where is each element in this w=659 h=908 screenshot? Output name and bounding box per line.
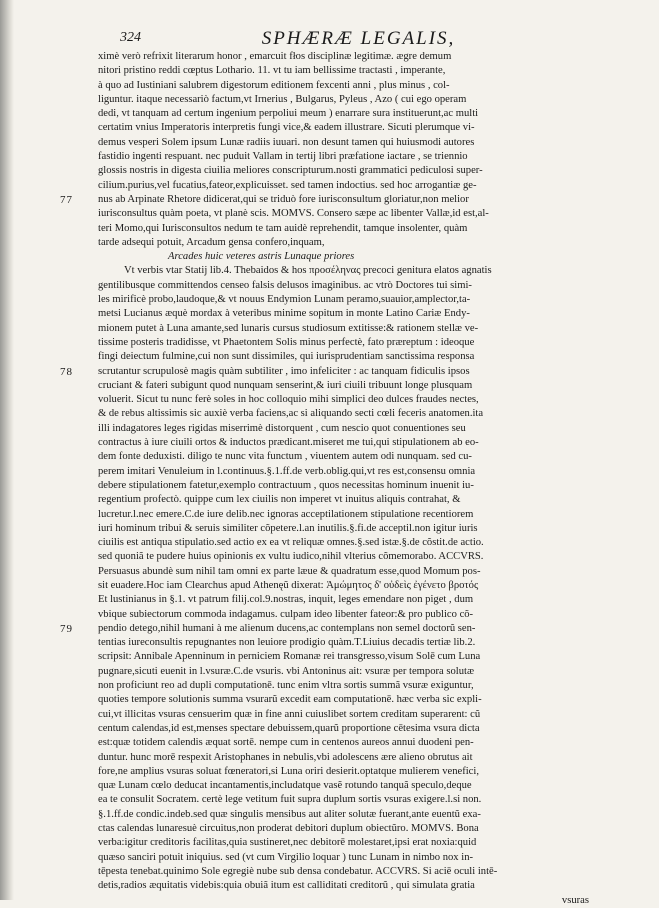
line-text: & de rebus altissimis sic auxiè verba faciens,ac si aliquando secti cœli feceris anatomen.ita — [98, 408, 484, 420]
text-line — [98, 179, 619, 193]
text-line — [98, 79, 619, 93]
folio-number: 324 — [120, 30, 141, 45]
line-text: gentilibusque committendos censeo falsis delusos imaginibus. ac vtrò Doctores tui simi- — [98, 279, 472, 291]
text-line — [98, 236, 619, 250]
text-line — [98, 350, 619, 364]
line-text: tissime posteris tradidisse, vt Phaetontem Solis minus perfectè, fato præreptum : ideoque — [98, 336, 475, 348]
text-line — [98, 851, 619, 865]
text-line — [98, 407, 619, 421]
line-text: duntur. hunc morē respexit Aristophanes in nebulis,vbi adolescens ære alieno obrutus ait — [98, 751, 473, 763]
text-body — [60, 50, 619, 908]
line-text: Et lustinianus in §.1. vt patrum filij.col.9.nostras, inquit, leges emendare non piget , dum — [98, 594, 474, 606]
line-text: regentium profectò. quippe cum lex ciuilis non imperet vt inuitus aliquis contrahat, & — [98, 494, 461, 506]
line-text: sit euadere.Hoc iam Clearchus apud Athenęũ dixerat: Ἀμώμητος δ' οὐδεὶς ἐγένετο βροτός — [98, 579, 479, 591]
text-line — [98, 450, 619, 464]
line-text: sed quoniã te pudere huius opinionis ex vultu iudico,nihil vlterius cõmemorabo. ACCVRS. — [98, 551, 484, 563]
text-line — [98, 865, 619, 879]
line-text: lucretur.l.nec emere.C.de iure delib.nec ignoras acceptilationem stipulatione recentiorem — [98, 508, 474, 520]
text-line — [98, 207, 619, 221]
text-line — [98, 722, 619, 736]
text-line — [98, 379, 619, 393]
text-line — [98, 636, 619, 650]
line-text: non proficiunt reo ad dupli computationē. tunc enim vltra sortis summã vsuræ exiguntur, — [98, 680, 474, 692]
text-line — [98, 264, 619, 278]
line-text: fingi deiectum fulmine,cui non sunt dissimiles, qui iurisprudentiam sanctissima responsa — [98, 351, 475, 363]
text-line — [60, 622, 619, 636]
line-text: metsi Lucianus æquè mordax à veteribus minime sopitum in monte Latino Cariæ Endy- — [98, 308, 470, 320]
margin-number: 78 — [60, 365, 73, 378]
line-text: verba:igitur creditoris facilitas,quia sustineret,nec debitorē molestaret,ipsi erat noxia:quid — [98, 837, 477, 849]
line-text: contractus à iure ciuili ortos & inductos prædicant.miseret me tui,qui stipulationem ab eo- — [98, 437, 479, 449]
text-line — [98, 136, 619, 150]
text-line — [98, 765, 619, 779]
line-text: centum calendas,id est,menses spectare debuissem,quarũ proportione cētesima vsura dicta — [98, 722, 480, 734]
line-text: Arcades huic veteres astris Lunaque priores — [168, 251, 355, 263]
line-text: iurisconsultus quàm poeta, vt planè scis. MOMVS. Consero sæpe ac libenter Vallæ,id est,al- — [98, 208, 489, 220]
text-line — [98, 822, 619, 836]
line-text: cui,vt illicitas vsuras censuerim quæ in fine anni cuiuslibet sortem creditam superarent: cũ — [98, 708, 481, 720]
line-text: certatim vnius Imperatoris interpretis fungi vice,& eadem illustrare. Sicuti plerumque vi- — [98, 122, 475, 134]
text-line — [98, 322, 619, 336]
text-line — [98, 522, 619, 536]
line-text: dem fonte deduxisti. diligo te nunc vita functum , viuentem autem odi nunquam. sed cu- — [98, 451, 472, 463]
text-line — [98, 164, 619, 178]
text-line — [98, 307, 619, 321]
text-line — [98, 336, 619, 350]
text-line — [98, 779, 619, 793]
line-text: cruciant & fateri subigunt quod nunquam senserint,& iuri ciuili tribuunt longe plusquam — [98, 379, 473, 391]
text-line — [98, 793, 619, 807]
text-line — [98, 879, 619, 893]
line-text: à quo ad Iustiniani salubrem digestorum editionem fexcenti anni , plus minus , col- — [98, 79, 450, 91]
line-text: demus vesperi Solem ipsum Lunæ radiis iuuari. non desunt tamen qui huiusmodi autores — [98, 136, 475, 148]
text-line — [98, 565, 619, 579]
text-line — [98, 222, 619, 236]
text-line — [98, 894, 619, 908]
line-text: quoties tempore solutionis summa vsurarũ excedit eam computationē. hæc verba sic expli- — [98, 694, 482, 706]
line-text: iuri hominum tribui & seruis similiter cõpetere.l.an inutilis.§.fi.de acceptil.non igitur iuris — [98, 522, 478, 534]
text-line — [60, 365, 619, 379]
text-line — [98, 550, 619, 564]
scan-edge — [0, 0, 14, 900]
text-line — [98, 465, 619, 479]
line-text: illi indagatores leges rigidas miserrimè distorquent , cum nescio quot conuentiones seu — [98, 422, 466, 434]
line-text: mionem putet à Luna amante,sed lunaris cursus studiosum extitisse:& rationem stellæ ve- — [98, 322, 479, 334]
line-text: les mirificè probo,laudoque,& vt nouus Endymion Lunam peramo,suauior,amplector,ta- — [98, 294, 471, 306]
page-header — [98, 28, 619, 50]
line-text: Persuasus abundè sum nihil tam omni ex parte læue & quadratum esse,quod Momum pos- — [98, 565, 481, 577]
line-text: tēpesta tenebat.quinimo Sole egregiè nube sub densa condebatur. ACCVRS. Si aciē oculi intē- — [98, 865, 498, 877]
margin-number: 79 — [60, 622, 73, 635]
text-line — [98, 665, 619, 679]
text-line — [98, 808, 619, 822]
text-line — [98, 579, 619, 593]
text-line — [98, 279, 619, 293]
line-text: teri Momo,qui Iurisconsultos nedum te tam auidè reprehendit, tamque insolenter, quàm — [98, 222, 468, 234]
text-line — [98, 107, 619, 121]
line-text: pendio detego,nihil humani à me alienum ducens,ac contemplans non semel doctorũ sen- — [98, 622, 476, 634]
running-title: SPHÆRÆ LEGALIS, — [261, 28, 456, 49]
text-line — [98, 536, 619, 550]
text-line — [98, 250, 619, 264]
text-line — [60, 193, 619, 207]
text-line — [98, 593, 619, 607]
text-line — [98, 708, 619, 722]
line-text: cilium.purius,vel fucatius,fateor,explicuisset. sed tamen indoctius. sed hoc arrogantiæ ge- — [98, 179, 477, 191]
text-line — [98, 50, 619, 64]
text-line — [98, 121, 619, 135]
text-line — [98, 650, 619, 664]
line-text: liguntur. itaque necessariò factum,vt Irnerius , Bulgarus, Pyleus , Azo ( cui ego operam — [98, 93, 467, 105]
text-line — [98, 64, 619, 78]
line-text: voluerit. Sicut tu nunc ferè soles in hoc colloquio mihi simplici deo dulces fraudes nectes, — [98, 394, 479, 406]
line-text: §.1.ff.de condic.indeb.sed quæ singulis mensibus aut aliter solutæ fuerant,ante euentũ exa- — [98, 808, 481, 820]
text-line — [98, 693, 619, 707]
text-line — [98, 679, 619, 693]
line-text: fastidio ingenti respuant. nec puduit Vallam in tertij libri præfatione iactare , se triennio — [98, 151, 468, 163]
text-line — [98, 493, 619, 507]
line-text: est:quæ totidem calendis æquat sortē. nempe cum in centenos aureos annui duodeni pen- — [98, 737, 474, 749]
line-text: vbique subiectorum commoda indagamus. culpam ideo libenter fateor:& pro publico cõ- — [98, 608, 474, 620]
text-line — [98, 150, 619, 164]
line-text: ciuilis est antiqua stipulatio.sed actio ex ea vt reliquæ omnes.§.sed istæ.§.de cõstit.de actio. — [98, 537, 484, 549]
text-line — [98, 479, 619, 493]
line-text: dedi, vt tanquam ad certum ingenium perpoliui meum ) enarrare sura instituerunt,ac multi — [98, 108, 479, 120]
line-text: glossis nostris in digesta ciuilia meliores conscripturum.nosti grammatici pediculosi super- — [98, 165, 483, 177]
line-text: ctas calendas lunaresuè circuitus,non proderat debitori duplum obiectũro. MOMVS. Bona — [98, 823, 479, 835]
text-line — [98, 608, 619, 622]
line-text: pugnare,sicuti euenit in l.vsuræ.C.de vsuris. vbi Antoninus ait: vsuræ per tempora solutæ — [98, 665, 475, 677]
line-text: tarde adsequi potuit, Arcadum gensa confero,inquam, — [98, 236, 325, 248]
text-line — [98, 93, 619, 107]
text-line — [98, 393, 619, 407]
line-text: nus ab Arpinate Rhetore didicerat,qui se triduò fore iurisconsultum gloriatur,non melior — [98, 193, 469, 205]
text-line — [98, 422, 619, 436]
line-text: vsuras — [561, 894, 589, 906]
text-line — [98, 293, 619, 307]
line-text: scrutantur scrupulosè magis quàm subtiliter , imo infeliciter : ac tanquam fidiculis ipsos — [98, 365, 470, 377]
text-line — [98, 508, 619, 522]
line-text: quæso sanciri potuit iniquius. sed (vt cum Virgilio loquar ) tunc Lunam in nimbo nox in- — [98, 851, 474, 863]
margin-number: 77 — [60, 193, 73, 206]
text-line — [98, 736, 619, 750]
line-text: quæ Lunam cœlo deducat incantamentis,includatque vasẽ rotundo tanquã speculo,deque — [98, 780, 472, 792]
line-text: ea te consulit Socratem. certè lege vetitum fuit supra duplum sortis vsuras exigere.l.si non. — [98, 794, 482, 806]
text-line — [98, 836, 619, 850]
line-text: tentias iureconsultis repugnantes non leuiore prodigio quàm.T.Liuius decadis tertiæ lib.2. — [98, 637, 476, 649]
text-line — [98, 751, 619, 765]
line-text: perem imitari Venuleium in l.continuus.§.1.ff.de verb.oblig.qui,vt res est,consensu omnia — [98, 465, 476, 477]
line-text: debere stipulationem fatetur,exemplo contractuum , quos necessitas hominum inuenit iu- — [98, 479, 474, 491]
line-text: detis,radios æquitatis videbis:quia obuiã itum est calliditati creditorũ , qui simulata gratia — [98, 880, 475, 892]
text-line — [98, 436, 619, 450]
line-text: scripsit: Annibale Apenninum in perniciem Romanæ rei transgresso,visum Solē cum Luna — [98, 651, 481, 663]
line-text: nitori pristino reddi cœptus Lothario. 11. vt tu iam bellissime tractasti , imperante, — [98, 65, 446, 77]
line-text: ximè verò refrixit literarum honor , emarcuit fłos disciplinæ legitimæ. ægre demum — [98, 51, 452, 62]
line-text: Vt verbis vtar Statij lib.4. Thebaidos & hos προσέληνας precoci genitura elatos agnatis — [124, 265, 492, 277]
line-text: fore,ne amplius vsuras soluat fœneratori,si Luna oriri desierit.optatque mulierem venefici, — [98, 765, 479, 777]
